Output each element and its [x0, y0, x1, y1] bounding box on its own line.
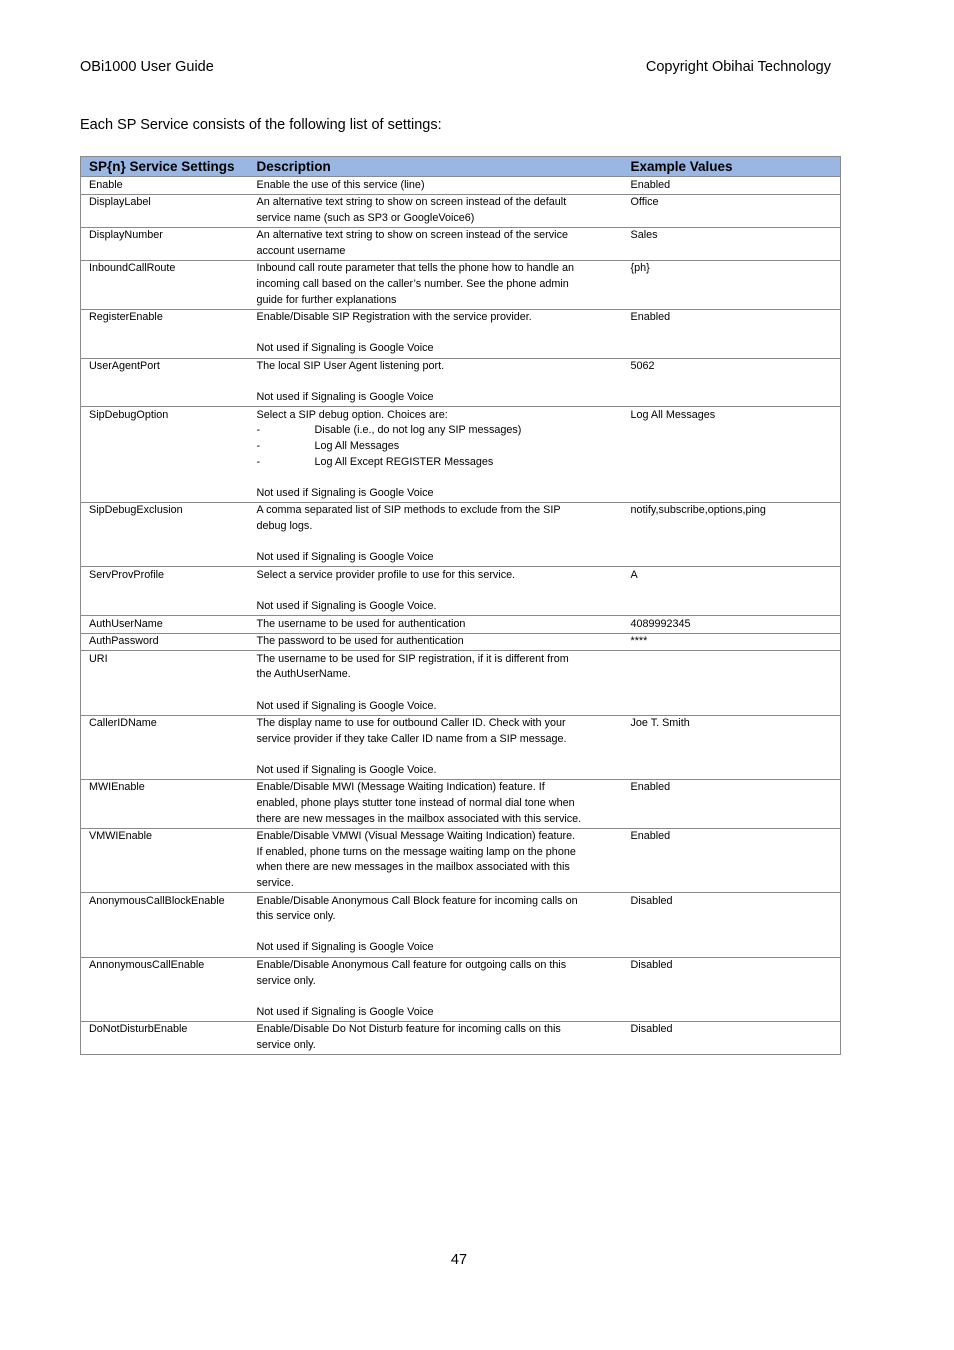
example-value-cell: Enabled — [623, 828, 841, 892]
description-line: Enable/Disable Do Not Disturb feature for incoming calls on this — [256, 1023, 561, 1036]
description-line: Not used if Signaling is Google Voice — [256, 342, 434, 355]
description-line: The password to be used for authentication — [256, 635, 464, 648]
description-line: The username to be used for SIP registration, if it is different from — [256, 652, 569, 665]
setting-name-cell: AnnonymousCallEnable — [81, 957, 249, 1021]
description-cell — [249, 309, 623, 358]
setting-name-cell: DisplayNumber — [81, 227, 249, 260]
setting-name-cell: AuthPassword — [81, 633, 249, 651]
description-line: An alternative text string to show on screen instead of the service — [256, 229, 568, 242]
description-cell — [249, 779, 623, 828]
description-line: An alternative text string to show on screen instead of the default — [256, 196, 567, 209]
description-line: Not used if Signaling is Google Voice. — [256, 763, 437, 776]
description-line: The username to be used for authentication — [256, 617, 466, 630]
table-row — [81, 177, 841, 195]
description-line: The display name to use for outbound Caller ID. Check with your — [256, 717, 566, 730]
copyright-notice: Copyright Obihai Technology — [645, 59, 831, 75]
description-line: Not used if Signaling is Google Voice — [256, 941, 434, 954]
example-value-cell — [623, 651, 841, 715]
table-row — [81, 651, 841, 715]
description-line: Enable the use of this service (line) — [256, 178, 425, 191]
table-row — [81, 567, 841, 616]
description-cell — [249, 633, 623, 651]
setting-name-cell: VMWIEnable — [81, 828, 249, 892]
description-line — [257, 326, 619, 342]
description-line: service name (such as SP3 or GoogleVoice6) — [256, 211, 475, 224]
description-cell — [249, 616, 623, 634]
table-row — [81, 194, 841, 227]
table-row — [81, 227, 841, 260]
description-line — [257, 989, 619, 1005]
description-line — [257, 375, 619, 391]
description-line: service only. — [256, 974, 316, 987]
description-cell — [249, 260, 623, 309]
description-cell — [249, 194, 623, 227]
description-line: Enable/Disable SIP Registration with the service provider. — [256, 311, 532, 324]
description-line: Not used if Signaling is Google Voice. — [256, 599, 437, 612]
description-line: The local SIP User Agent listening port. — [256, 360, 445, 373]
description-cell — [249, 502, 623, 566]
description-line — [257, 470, 619, 486]
column-header-description: Description — [249, 157, 623, 177]
column-header-setting: SP{n} Service Settings — [81, 157, 249, 177]
example-value-cell: Enabled — [623, 309, 841, 358]
description-cell — [249, 828, 623, 892]
setting-name-cell: SipDebugOption — [81, 407, 249, 503]
description-line: Enable/Disable VMWI (Visual Message Waiting Indication) feature. — [256, 830, 576, 843]
description-line: enabled, phone plays stutter tone instead of normal dial tone when — [256, 797, 575, 810]
description-line: service only. — [256, 1038, 316, 1051]
table-header-row — [81, 157, 841, 177]
description-line: Not used if Signaling is Google Voice — [256, 551, 434, 564]
description-line: when there are new messages in the mailbox associated with this — [256, 861, 570, 874]
description-cell — [249, 957, 623, 1021]
table-body — [81, 177, 841, 1055]
table-row — [81, 358, 841, 407]
description-bullet: - Log All Except REGISTER Messages — [256, 455, 494, 468]
description-bullet: - Log All Messages — [256, 440, 400, 452]
table-row — [81, 260, 841, 309]
page-number: 47 — [450, 1252, 468, 1268]
table-row — [81, 828, 841, 892]
table-row — [81, 893, 841, 957]
description-line: there are new messages in the mailbox associated with this service. — [256, 812, 582, 825]
table-row — [81, 502, 841, 566]
description-line — [257, 583, 619, 599]
description-line — [257, 747, 619, 763]
example-value-cell: Disabled — [623, 893, 841, 957]
table-row — [81, 309, 841, 358]
setting-name-cell: AuthUserName — [81, 616, 249, 634]
description-cell — [249, 177, 623, 195]
table-row — [81, 957, 841, 1021]
example-value-cell: {ph} — [623, 260, 841, 309]
setting-name-cell: InboundCallRoute — [81, 260, 249, 309]
example-value-cell: 4089992345 — [623, 616, 841, 634]
example-value-cell: A — [623, 567, 841, 616]
description-line: Not used if Signaling is Google Voice — [256, 486, 434, 499]
table-row — [81, 407, 841, 503]
setting-name-cell: RegisterEnable — [81, 309, 249, 358]
setting-name-cell: AnonymousCallBlockEnable — [81, 893, 249, 957]
setting-name-cell: Enable — [81, 177, 249, 195]
description-line — [257, 925, 619, 941]
description-line: If enabled, phone turns on the message waiting lamp on the phone — [256, 845, 576, 858]
example-value-cell: Office — [623, 194, 841, 227]
setting-name-cell: UserAgentPort — [81, 358, 249, 407]
settings-table — [80, 156, 841, 1055]
description-cell — [249, 227, 623, 260]
description-cell — [249, 715, 623, 779]
table-row — [81, 1021, 841, 1054]
example-value-cell: Enabled — [623, 779, 841, 828]
table-row — [81, 633, 841, 651]
setting-name-cell: URI — [81, 651, 249, 715]
description-line: service. — [256, 877, 294, 890]
table-row — [81, 715, 841, 779]
example-value-cell: Log All Messages — [623, 407, 841, 503]
description-cell — [249, 567, 623, 616]
setting-name-cell: MWIEnable — [81, 779, 249, 828]
description-line: Not used if Signaling is Google Voice — [256, 391, 434, 404]
example-value-cell: **** — [623, 633, 841, 651]
description-cell — [249, 651, 623, 715]
document-title: OBi1000 User Guide — [80, 59, 214, 75]
description-cell — [249, 1021, 623, 1054]
setting-name-cell: ServProvProfile — [81, 567, 249, 616]
example-value-cell: Disabled — [623, 957, 841, 1021]
description-line: Inbound call route parameter that tells the phone how to handle an — [256, 262, 575, 275]
intro-paragraph: Each SP Service consists of the following list of settings: — [80, 117, 442, 133]
description-line: guide for further explanations — [256, 293, 397, 306]
description-line: the AuthUserName. — [256, 668, 351, 681]
table-row — [81, 779, 841, 828]
description-line: Enable/Disable Anonymous Call feature for outgoing calls on this — [256, 959, 567, 971]
description-line: Enable/Disable MWI (Message Waiting Indication) feature. If — [256, 781, 545, 794]
setting-name-cell: DisplayLabel — [81, 194, 249, 227]
example-value-cell: 5062 — [623, 358, 841, 407]
example-value-cell: notify,subscribe,options,ping — [623, 502, 841, 566]
description-cell — [249, 893, 623, 957]
description-line: service provider if they take Caller ID name from a SIP message. — [256, 732, 567, 745]
description-line: Not used if Signaling is Google Voice. — [256, 699, 437, 712]
description-cell — [249, 407, 623, 503]
description-line: A comma separated list of SIP methods to exclude from the SIP — [256, 504, 561, 517]
table-row — [81, 616, 841, 634]
description-line: account username — [256, 244, 346, 257]
column-header-example: Example Values — [623, 157, 841, 177]
description-line: debug logs. — [256, 519, 313, 532]
example-value-cell: Sales — [623, 227, 841, 260]
setting-name-cell: DoNotDisturbEnable — [81, 1021, 249, 1054]
example-value-cell: Joe T. Smith — [623, 715, 841, 779]
description-line: Select a service provider profile to use for this service. — [256, 568, 516, 581]
example-value-cell: Disabled — [623, 1021, 841, 1054]
description-line — [257, 683, 619, 699]
description-line: Not used if Signaling is Google Voice — [256, 1005, 434, 1018]
description-line: Select a SIP debug option. Choices are: — [256, 408, 448, 421]
description-cell — [249, 358, 623, 407]
example-value-cell: Enabled — [623, 177, 841, 195]
setting-name-cell: SipDebugExclusion — [81, 502, 249, 566]
description-bullet: - Disable (i.e., do not log any SIP messages) — [256, 424, 522, 437]
description-line: this service only. — [256, 910, 336, 923]
setting-name-cell: CallerIDName — [81, 715, 249, 779]
description-line — [257, 535, 619, 551]
description-line: incoming call based on the caller’s number. See the phone admin — [256, 278, 569, 291]
description-line: Enable/Disable Anonymous Call Block feature for incoming calls on — [256, 894, 578, 907]
